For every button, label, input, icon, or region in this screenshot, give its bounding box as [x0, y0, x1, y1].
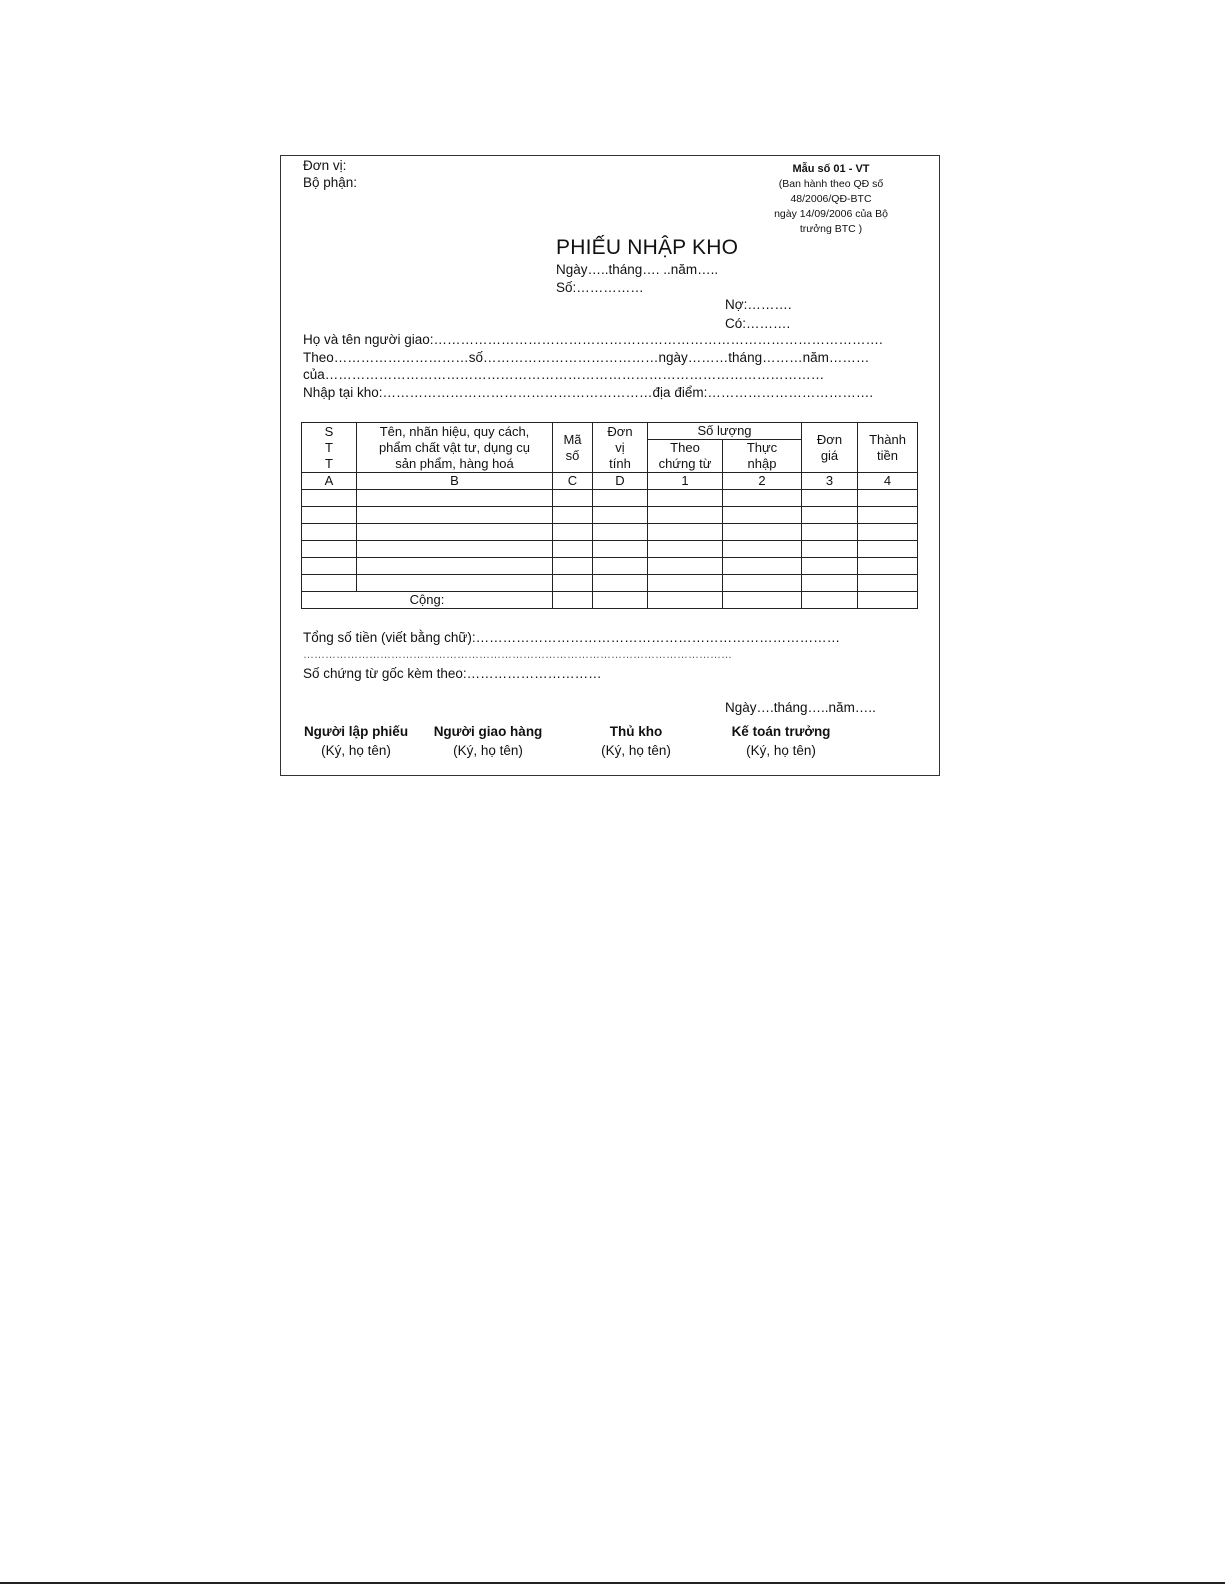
signer-role: Thủ kho — [609, 724, 663, 739]
deliverer-field: Họ và tên người giao:………………………………………………………………………………………. — [303, 332, 883, 347]
form-code-line: 48/2006/QĐ-BTC — [790, 193, 872, 205]
table-row — [302, 524, 918, 541]
date-line: Ngày…..tháng…. ..năm….. — [556, 262, 719, 277]
signer-role: Kế toán trưởng — [731, 724, 831, 739]
total-label: Cộng: — [302, 592, 553, 609]
form-code-block — [751, 162, 911, 237]
debit-line: Nợ:………. — [725, 297, 792, 312]
signer-note: (Ký, họ tên) — [453, 743, 523, 758]
amount-in-words-field: Tổng số tiền (viết bằng chữ):……………………………………………………………………… — [303, 630, 841, 645]
signer-note: (Ký, họ tên) — [321, 743, 391, 758]
table-row — [302, 490, 918, 507]
table-row — [302, 541, 918, 558]
table-row — [302, 575, 918, 592]
warehouse-field: Nhập tại kho:……………………………………………………địa điểm:………………………………. — [303, 385, 874, 400]
form-code-name: Mẫu số 01 - VT — [792, 163, 870, 175]
reference-field: Theo…………………………số…………………………………ngày………tháng………năm……… — [303, 350, 870, 365]
unit-label: Đơn vị: — [303, 158, 347, 173]
signer-role: Người giao hàng — [433, 724, 543, 739]
column-letter: 3 — [802, 473, 858, 490]
items-table — [301, 422, 918, 609]
signer-note: (Ký, họ tên) — [746, 743, 816, 758]
header-quantity: Số lượng — [648, 423, 802, 440]
column-letter: 2 — [723, 473, 802, 490]
total-row — [302, 592, 918, 609]
signer-role: Người lập phiếu — [303, 724, 409, 739]
header-stt: S T T — [302, 423, 357, 473]
signer-storekeeper — [581, 722, 691, 760]
credit-line: Có:………. — [725, 316, 791, 331]
form-code-line: trưởng BTC ) — [799, 223, 863, 235]
signer-preparer — [295, 722, 417, 760]
header-code: Mã số — [553, 423, 593, 473]
table-row — [302, 507, 918, 524]
page-title: PHIẾU NHẬP KHO — [556, 236, 739, 259]
column-letter: C — [553, 473, 593, 490]
department-label: Bộ phận: — [303, 175, 358, 190]
page-bottom-rule — [0, 1582, 1225, 1584]
attached-documents-field: Số chứng từ gốc kèm theo:………………………… — [303, 666, 602, 681]
amount-in-words-continuation: ……………………………………………………………………………………………………… — [303, 649, 732, 661]
form-code-line: ngày 14/09/2006 của Bộ — [774, 208, 888, 220]
column-letters-row — [302, 473, 918, 490]
receipt-form — [280, 155, 940, 776]
column-letter: 4 — [858, 473, 918, 490]
header-qty-received: Thực nhập — [723, 440, 802, 473]
issuer-field: của………………………………………………………………………………………………… — [303, 367, 825, 382]
form-code-line: (Ban hành theo QĐ số — [778, 178, 884, 190]
signer-note: (Ký, họ tên) — [601, 743, 671, 758]
column-letter: D — [593, 473, 648, 490]
column-letter: A — [302, 473, 357, 490]
number-line: Số:…………… — [556, 280, 644, 295]
header-price: Đơn giá — [802, 423, 858, 473]
column-letter: B — [357, 473, 553, 490]
header-qty-document: Theo chứng từ — [648, 440, 723, 473]
header-amount: Thành tiền — [858, 423, 918, 473]
signer-chief-accountant — [721, 722, 841, 760]
table-row — [302, 558, 918, 575]
header-unit: Đơn vị tính — [593, 423, 648, 473]
column-letter: 1 — [648, 473, 723, 490]
signer-deliverer — [427, 722, 549, 760]
header-item-name: Tên, nhãn hiệu, quy cách, phẩm chất vật tư, dụng cụ sản phẩm, hàng hoá — [357, 423, 553, 473]
signature-date-line: Ngày….tháng…..năm….. — [725, 700, 876, 715]
